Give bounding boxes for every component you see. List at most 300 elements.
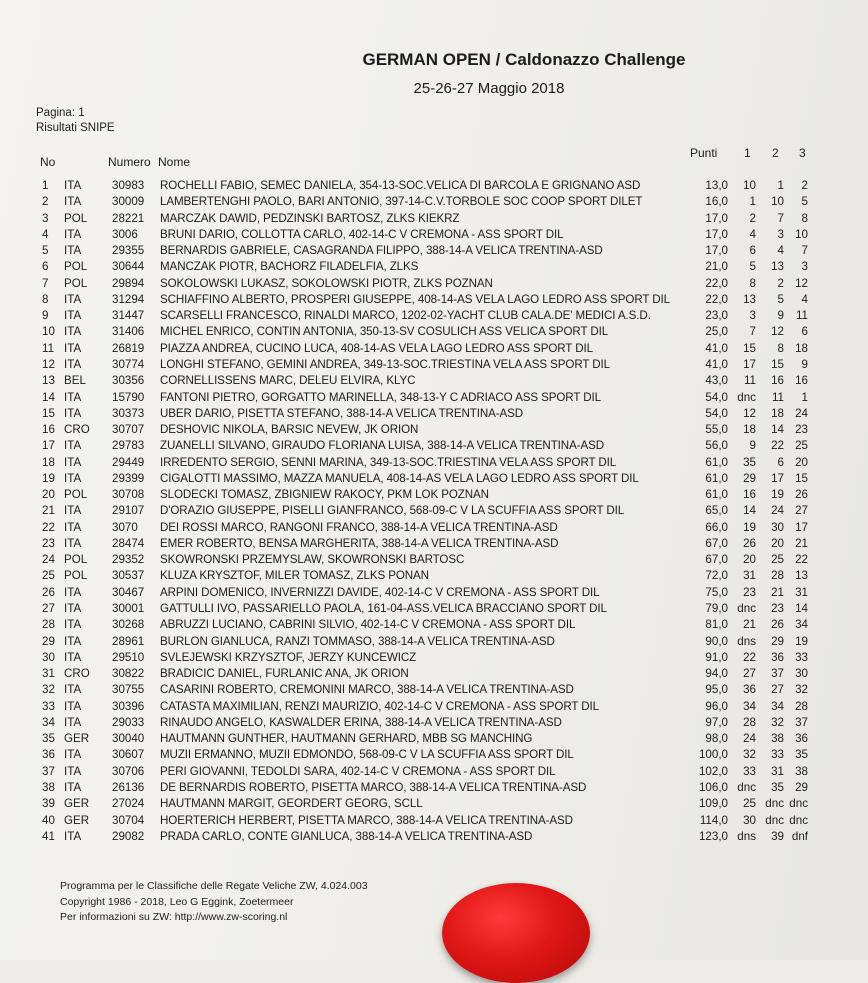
row-race-2: 2 [777,276,784,290]
row-race-2: 33 [771,748,784,762]
row-points: 22,0 [705,292,728,306]
footer-copyright: Copyright 1986 - 2018, Leo G Eggink, Zoetermeer [60,896,294,908]
footer-program: Programma per le Classifiche delle Regate Veliche ZW, 4.024.003 [60,880,368,892]
row-points: 61,0 [705,471,728,485]
row-rank: 14 [42,390,55,404]
row-nation: ITA [64,650,82,664]
row-crew-club: SCHIAFFINO ALBERTO, PROSPERI GIUSEPPE, 408-14-AS VELA LAGO LEDRO ASS SPORT DIL [160,292,671,306]
table-row [0,796,868,812]
row-sail-number: 29107 [112,504,145,518]
row-rank: 13 [42,374,55,388]
row-points: 56,0 [705,439,728,453]
row-race-3: 26 [795,488,808,502]
row-sail-number: 28961 [112,634,145,648]
col-header-race-3: 3 [799,146,806,160]
row-race-2: 20 [771,536,784,550]
row-nation: POL [64,211,88,225]
row-crew-club: GATTULLI IVO, PASSARIELLO PAOLA, 161-04-ASS.VELICA BRACCIANO SPORT DIL [160,602,607,616]
row-race-2: 11 [771,390,784,404]
row-points: 72,0 [705,569,728,583]
row-race-2: 26 [771,618,784,632]
row-crew-club: SVLEJEWSKI KRZYSZTOF, JERZY KUNCEWICZ [160,650,417,664]
row-points: 17,0 [705,244,728,258]
row-race-3: 6 [801,325,808,339]
red-bottle-cap [442,883,590,983]
row-race-2: 9 [777,309,784,323]
row-sail-number: 30707 [112,423,145,437]
row-race-1: 36 [743,683,756,697]
row-sail-number: 27024 [112,797,145,811]
row-race-3: 32 [795,683,808,697]
row-race-1: 33 [743,764,756,778]
table-row [0,487,868,503]
table-row [0,341,868,357]
row-points: 114,0 [699,813,728,827]
row-race-2: 15 [771,357,784,371]
row-crew-club: HOERTERICH HERBERT, PISETTA MARCO, 388-14-A VELICA TRENTINA-ASD [160,813,573,827]
row-rank: 37 [42,764,55,778]
row-race-1: 14 [743,504,756,518]
row-race-2: 4 [777,244,784,258]
row-sail-number: 30644 [112,260,145,274]
row-race-2: 14 [771,423,784,437]
row-race-1: 26 [743,536,756,550]
row-rank: 39 [42,797,55,811]
row-points: 17,0 [705,227,728,241]
row-race-1: 4 [749,227,756,241]
table-row [0,829,868,845]
row-rank: 28 [42,618,55,632]
row-race-3: 24 [795,406,808,420]
row-rank: 12 [42,357,55,371]
row-points: 41,0 [705,341,728,355]
row-points: 94,0 [705,667,728,681]
row-race-2: dnc [765,797,784,811]
row-sail-number: 29783 [112,439,145,453]
row-race-3: 8 [801,211,808,225]
row-rank: 29 [42,634,55,648]
row-points: 54,0 [705,390,728,404]
row-race-3: 23 [795,423,808,437]
row-sail-number: 30537 [112,569,145,583]
row-rank: 33 [42,699,55,713]
row-sail-number: 29894 [112,276,145,290]
row-race-2: 38 [771,732,784,746]
row-crew-club: RINAUDO ANGELO, KASWALDER ERINA, 388-14-A VELICA TRENTINA-ASD [160,715,562,729]
row-points: 98,0 [705,732,728,746]
row-points: 75,0 [705,585,728,599]
row-nation: BEL [64,374,86,388]
row-nation: POL [64,260,88,274]
row-nation: ITA [64,536,82,550]
row-sail-number: 15790 [112,390,145,404]
row-race-3: 18 [795,341,808,355]
row-race-3: 33 [795,650,808,664]
row-crew-club: ABRUZZI LUCIANO, CABRINI SILVIO, 402-14-C V CREMONA - ASS SPORT DIL [160,618,576,632]
row-race-1: dnc [737,780,756,794]
row-race-3: 27 [795,504,808,518]
table-row [0,666,868,682]
table-row [0,455,868,471]
row-points: 66,0 [705,520,728,534]
row-crew-club: LAMBERTENGHI PAOLO, BARI ANTONIO, 397-14-C.V.TORBOLE SOC COOP SPORT DILET [160,195,643,209]
row-crew-club: MANCZAK PIOTR, BACHORZ FILADELFIA, ZLKS [160,260,419,274]
row-sail-number: 29399 [112,471,145,485]
row-points: 61,0 [705,455,728,469]
row-rank: 36 [42,748,55,762]
row-race-3: 36 [795,732,808,746]
row-crew-club: HAUTMANN MARGIT, GEORDERT GEORG, SCLL [160,797,423,811]
row-race-1: 13 [743,292,756,306]
row-rank: 20 [42,488,55,502]
row-nation: ITA [64,195,82,209]
table-row [0,178,868,194]
row-crew-club: D'ORAZIO GIUSEPPE, PISELLI GIANFRANCO, 568-09-C V LA SCUFFIA ASS SPORT DIL [160,504,625,518]
row-race-2: 28 [771,569,784,583]
row-rank: 31 [42,667,55,681]
row-race-3: 17 [795,520,808,534]
row-crew-club: SKOWRONSKI PRZEMYSLAW, SKOWRONSKI BARTOSC [160,553,465,567]
row-nation: ITA [64,244,82,258]
row-race-3: 31 [795,585,808,599]
row-race-1: dns [737,634,756,648]
row-rank: 1 [42,179,49,192]
col-header-race-2: 2 [772,146,779,160]
table-row [0,357,868,373]
row-nation: POL [64,569,88,583]
row-nation: CRO [64,423,90,437]
row-points: 17,0 [705,211,728,225]
row-race-2: 35 [771,780,784,794]
row-sail-number: 29510 [112,650,145,664]
row-race-2: 18 [771,406,784,420]
row-nation: ITA [64,780,82,794]
row-sail-number: 3070 [112,520,138,534]
row-crew-club: DE BERNARDIS ROBERTO, PISETTA MARCO, 388-14-A VELICA TRENTINA-ASD [160,780,587,794]
row-points: 95,0 [705,683,728,697]
row-race-2: 25 [771,553,784,567]
table-row [0,292,868,308]
row-points: 65,0 [705,504,728,518]
regatta-title: GERMAN OPEN / Caldonazzo Challenge [362,50,686,69]
row-nation: ITA [64,357,82,371]
col-header-race-1: 1 [744,146,751,160]
table-row [0,503,868,519]
row-crew-club: ARPINI DOMENICO, INVERNIZZI DAVIDE, 402-14-C V CREMONA - ASS SPORT DIL [160,585,600,599]
row-nation: ITA [64,504,82,518]
row-crew-club: BERNARDIS GABRIELE, CASAGRANDA FILIPPO, 388-14-A VELICA TRENTINA-ASD [160,244,603,258]
row-race-1: 9 [749,439,756,453]
row-race-1: 12 [743,406,756,420]
row-race-1: 10 [743,179,756,192]
row-points: 91,0 [705,650,728,664]
row-nation: GER [64,797,90,811]
row-points: 16,0 [705,195,728,209]
row-rank: 25 [42,569,55,583]
row-race-3: 5 [801,195,808,209]
row-race-1: 28 [743,715,756,729]
row-race-1: 15 [743,341,756,355]
row-sail-number: 30467 [112,585,145,599]
table-row [0,390,868,406]
row-race-3: 9 [801,357,808,371]
row-points: 106,0 [698,780,728,794]
row-race-1: 7 [749,325,756,339]
row-sail-number: 30607 [112,748,145,762]
row-race-2: 17 [771,471,784,485]
row-points: 23,0 [705,309,728,323]
row-nation: CRO [64,667,90,681]
row-sail-number: 29352 [112,553,145,567]
row-sail-number: 30706 [112,764,145,778]
row-race-3: 15 [795,471,808,485]
row-sail-number: 29449 [112,455,145,469]
row-points: 90,0 [705,634,728,648]
row-points: 43,0 [705,374,728,388]
row-crew-club: LONGHI STEFANO, GEMINI ANDREA, 349-13-SOC.TRIESTINA VELA ASS SPORT DIL [160,357,611,371]
row-race-2: 30 [771,520,784,534]
row-points: 13,0 [705,179,728,192]
row-nation: ITA [64,715,82,729]
row-race-2: 39 [771,829,784,843]
row-race-2: 3 [777,227,784,241]
row-points: 79,0 [705,602,728,616]
table-row [0,715,868,731]
table-row [0,227,868,243]
row-race-2: 34 [771,699,784,713]
row-crew-club: CATASTA MAXIMILIAN, RENZI MAURIZIO, 402-14-C V CREMONA - ASS SPORT DIL [160,699,600,713]
row-points: 55,0 [705,423,728,437]
row-sail-number: 30704 [112,813,145,827]
row-nation: ITA [64,309,82,323]
row-sail-number: 28474 [112,536,145,550]
row-sail-number: 26819 [112,341,145,355]
row-crew-club: IRREDENTO SERGIO, SENNI MARINA, 349-13-SOC.TRIESTINA VELA ASS SPORT DIL [160,455,617,469]
row-crew-club: BRADICIC DANIEL, FURLANIC ANA, JK ORION [160,667,409,681]
row-nation: ITA [64,520,82,534]
row-race-3: 30 [795,667,808,681]
row-crew-club: KLUZA KRYSZTOF, MILER TOMASZ, ZLKS PONAN [160,569,429,583]
row-sail-number: 30822 [112,667,145,681]
row-crew-club: MARCZAK DAWID, PEDZINSKI BARTOSZ, ZLKS KIEKRZ [160,211,460,225]
row-nation: ITA [64,748,82,762]
table-row [0,813,868,829]
row-race-1: 27 [743,667,756,681]
row-race-3: 21 [795,536,808,550]
table-row [0,373,868,389]
row-points: 54,0 [705,406,728,420]
row-rank: 6 [42,260,49,274]
row-points: 61,0 [705,488,728,502]
row-rank: 17 [42,439,55,453]
row-points: 41,0 [705,357,728,371]
row-sail-number: 30356 [112,374,145,388]
row-race-1: dnc [737,602,756,616]
row-race-3: 22 [795,553,808,567]
row-race-1: 6 [749,244,756,258]
row-race-2: dnc [765,813,784,827]
row-race-1: 20 [743,553,756,567]
row-points: 21,0 [705,260,728,274]
row-race-2: 7 [777,211,784,225]
row-race-2: 13 [771,260,784,274]
row-race-1: 35 [743,455,756,469]
page-number: Pagina: 1 [36,107,85,119]
row-rank: 19 [42,471,55,485]
row-nation: ITA [64,455,82,469]
table-row [0,552,868,568]
table-row [0,259,868,275]
row-race-2: 27 [771,683,784,697]
row-race-2: 23 [771,602,784,616]
row-race-1: 11 [743,374,756,388]
col-header-numero: Numero [108,155,151,169]
row-nation: POL [64,488,88,502]
row-rank: 18 [42,455,55,469]
table-row [0,731,868,747]
row-crew-club: BURLON GIANLUCA, RANZI TOMMASO, 388-14-A VELICA TRENTINA-ASD [160,634,555,648]
row-race-1: 29 [743,471,756,485]
row-points: 97,0 [705,715,728,729]
row-race-2: 36 [771,650,784,664]
row-nation: ITA [64,764,82,778]
row-sail-number: 31447 [112,309,145,323]
row-race-3: 14 [795,602,808,616]
row-sail-number: 30040 [112,732,145,746]
table-row [0,194,868,210]
row-race-3: 28 [795,699,808,713]
row-rank: 41 [42,829,55,843]
row-nation: ITA [64,683,82,697]
row-points: 109,0 [698,797,728,811]
row-points: 25,0 [705,325,728,339]
row-race-3: 3 [801,260,808,274]
row-sail-number: 26136 [112,780,145,794]
row-race-2: 29 [771,634,784,648]
row-race-2: 19 [771,488,784,502]
row-race-1: dns [737,829,756,843]
col-header-nome: Nome [158,155,191,169]
row-crew-club: CORNELLISSENS MARC, DELEU ELVIRA, KLYC [160,374,416,388]
table-row [0,601,868,617]
row-race-1: dnc [737,390,756,404]
row-race-3: 37 [795,715,808,729]
row-crew-club: PRADA CARLO, CONTE GIANLUCA, 388-14-A VELICA TRENTINA-ASD [160,829,533,843]
table-row [0,308,868,324]
row-crew-club: SLODECKI TOMASZ, ZBIGNIEW RAKOCY, PKM LOK POZNAN [160,488,489,502]
row-race-1: 16 [743,488,756,502]
row-nation: ITA [64,699,82,713]
row-nation: ITA [64,829,82,843]
row-sail-number: 29082 [112,829,145,843]
row-sail-number: 29033 [112,715,145,729]
row-race-3: 2 [801,179,808,192]
row-crew-club: DEI ROSSI MARCO, RANGONI FRANCO, 388-14-A VELICA TRENTINA-ASD [160,520,558,534]
row-rank: 40 [42,813,55,827]
row-race-1: 1 [749,195,756,209]
row-sail-number: 30708 [112,488,145,502]
row-race-3: dnc [789,813,808,827]
row-sail-number: 31294 [112,292,145,306]
row-nation: ITA [64,471,82,485]
row-race-1: 5 [749,260,756,274]
row-race-3: 19 [795,634,808,648]
row-sail-number: 31406 [112,325,145,339]
row-race-1: 25 [743,797,756,811]
row-crew-club: HAUTMANN GUNTHER, HAUTMANN GERHARD, MBB SG MANCHING [160,732,533,746]
row-crew-club: SOKOLOWSKI LUKASZ, SOKOLOWSKI PIOTR, ZLKS POZNAN [160,276,493,290]
row-crew-club: MICHEL ENRICO, CONTIN ANTONIA, 350-13-SV COSULICH ASS VELICA SPORT DIL [160,325,609,339]
row-race-1: 21 [743,618,756,632]
row-rank: 11 [42,341,55,355]
row-sail-number: 3006 [112,227,138,241]
table-row [0,747,868,763]
row-rank: 27 [42,602,55,616]
row-nation: ITA [64,179,82,192]
row-race-3: 1 [801,390,808,404]
row-rank: 21 [42,504,55,518]
row-points: 123,0 [698,829,728,843]
regatta-dates: 25-26-27 Maggio 2018 [413,80,565,97]
row-nation: POL [64,276,88,290]
row-points: 22,0 [705,276,728,290]
row-rank: 15 [42,406,55,420]
row-nation: ITA [64,390,82,404]
row-race-2: 37 [771,667,784,681]
table-row [0,536,868,552]
table-row [0,243,868,259]
row-points: 67,0 [705,536,728,550]
row-points: 96,0 [705,699,728,713]
col-header-punti: Punti [690,146,718,160]
row-sail-number: 30373 [112,406,145,420]
row-race-3: 38 [795,764,808,778]
row-crew-club: BRUNI DARIO, COLLOTTA CARLO, 402-14-C V CREMONA - ASS SPORT DIL [160,227,564,241]
row-race-2: 5 [777,292,784,306]
row-race-3: 25 [795,439,808,453]
row-race-3: 20 [795,455,808,469]
table-row [0,324,868,340]
row-crew-club: CIGALOTTI MASSIMO, MAZZA MANUELA, 408-14-AS VELA LAGO LEDRO ASS SPORT DIL [160,471,639,485]
table-row [0,422,868,438]
table-row [0,471,868,487]
row-points: 100,0 [698,748,728,762]
row-crew-club: DESHOVIC NIKOLA, BARSIC NEVEW, JK ORION [160,423,419,437]
row-rank: 35 [42,732,55,746]
row-rank: 8 [42,292,49,306]
row-race-2: 1 [777,179,784,192]
row-race-2: 21 [771,585,784,599]
row-nation: ITA [64,341,82,355]
row-race-3: 10 [795,227,808,241]
footer-info: Per informazioni su ZW: http://www.zw-scoring.nl [60,911,288,923]
row-sail-number: 30009 [112,195,145,209]
row-race-1: 2 [749,211,756,225]
row-points: 67,0 [705,553,728,567]
row-race-1: 23 [743,585,756,599]
row-sail-number: 28221 [112,211,145,225]
row-race-1: 31 [743,569,756,583]
table-row [0,634,868,650]
row-race-3: dnc [789,797,808,811]
row-race-1: 18 [743,423,756,437]
row-race-2: 32 [771,715,784,729]
table-row [0,211,868,227]
table-row [0,780,868,796]
row-race-1: 19 [743,520,756,534]
row-rank: 32 [42,683,55,697]
row-race-3: 12 [795,276,808,290]
